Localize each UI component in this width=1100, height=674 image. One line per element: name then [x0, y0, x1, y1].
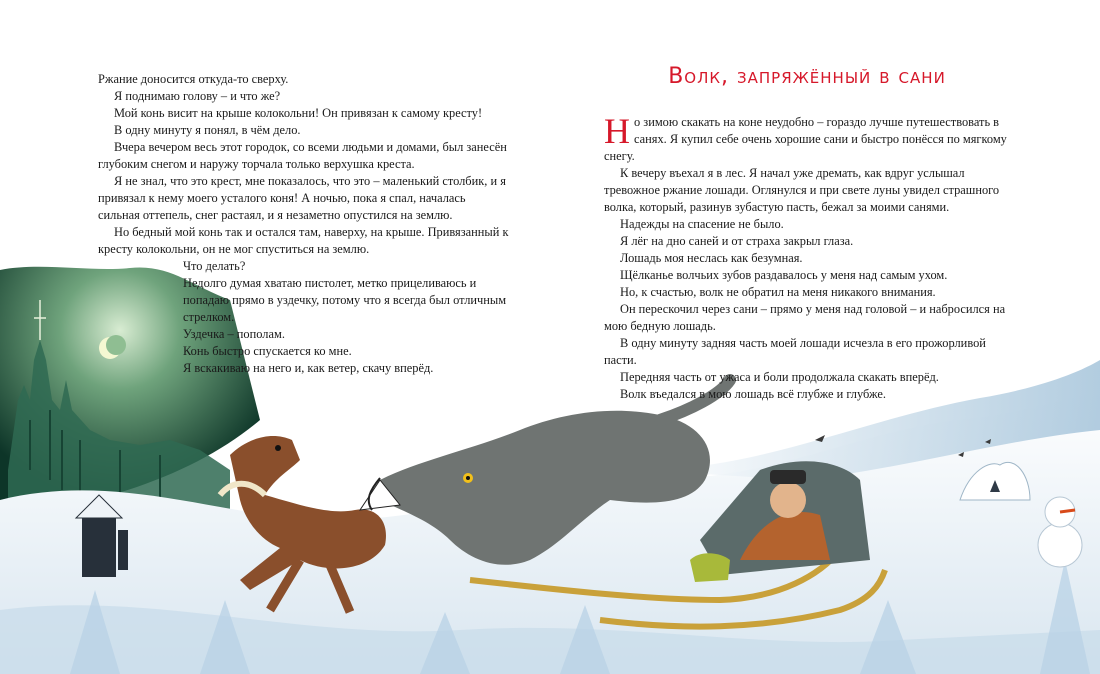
paragraph: К вечеру въехал я в лес. Я начал уже дремать, как вдруг услышал тревожное ржание лошади. Оглянулся и при свете луны увидел страшного волка, который, разинув зубастую пасть, бежал за моими санями.: [604, 166, 1000, 214]
paragraph: Щёлканье волчьих зубов раздавалось у меня над самым ухом.: [620, 268, 948, 282]
paragraph: В одну минуту я понял, в чём дело.: [114, 123, 301, 137]
paragraph: Но бедный мой конь так и остался там, наверху, на крыше. Привязанный к кресту колокольни, он не мог спуститься на землю.: [98, 225, 509, 256]
paragraph: Конь быстро спускается ко мне.: [183, 344, 352, 358]
paragraph: В одну минуту задняя часть моей лошади исчезла в его прожорливой пасти.: [604, 336, 986, 367]
paragraph: Мой конь висит на крыше колокольни! Он привязан к самому кресту!: [114, 106, 483, 120]
first-paragraph: [604, 111, 1010, 165]
paragraph: Уздечка – пополам.: [183, 327, 285, 341]
paragraph: Ржание доносится откуда-то сверху.: [98, 72, 289, 86]
paragraph: Что делать?: [183, 259, 246, 273]
right-text-column: [604, 111, 1010, 403]
left-text-column: [98, 71, 510, 377]
paragraph: Но, к счастью, волк не обратил на меня никакого внимания.: [620, 285, 936, 299]
paragraph: Надежды на спасение не было.: [620, 217, 784, 231]
paragraph: Передняя часть от ужаса и боли продолжала скакать вперёд.: [620, 370, 939, 384]
paragraph: Я поднимаю голову – и что же?: [114, 89, 281, 103]
first-paragraph-text: о зимою скакать на коне неудобно – гораздо лучше путешествовать в санях. Я купил себе очень хорошие сани и быстро понёсся по мягкому снегу.: [604, 115, 1007, 163]
chapter-title: Волк, запряжённый в сани: [668, 64, 946, 89]
paragraph: Вчера вечером весь этот городок, со всеми людьми и домами, был занесён глубоким снегом и наружу торчала только верхушка креста.: [98, 140, 507, 171]
paragraph: Я вскакиваю на него и, как ветер, скачу вперёд.: [183, 361, 434, 375]
paragraph: Лошадь моя неслась как безумная.: [620, 251, 803, 265]
paragraph: Я лёг на дно саней и от страха закрыл глаза.: [620, 234, 854, 248]
drop-cap: Н: [604, 111, 630, 151]
paragraph: Волк въедался в мою лошадь всё глубже и глубже.: [620, 387, 887, 401]
paragraph: Я не знал, что это крест, мне показалось, что это – маленький столбик, и я привязал к нему моего усталого коня! А ночью, пока я спал, началась сильная оттепель, снег растаял, и я незаметно опустился на землю.: [98, 174, 506, 222]
paragraph: Недолго думая хватаю пистолет, метко прицеливаюсь и попадаю прямо в уздечку, потому что я всегда был отличным стрелком.: [183, 276, 507, 324]
paragraph: Он перескочил через сани – прямо у меня над головой – и набросился на мою бедную лошадь.: [604, 302, 1006, 333]
